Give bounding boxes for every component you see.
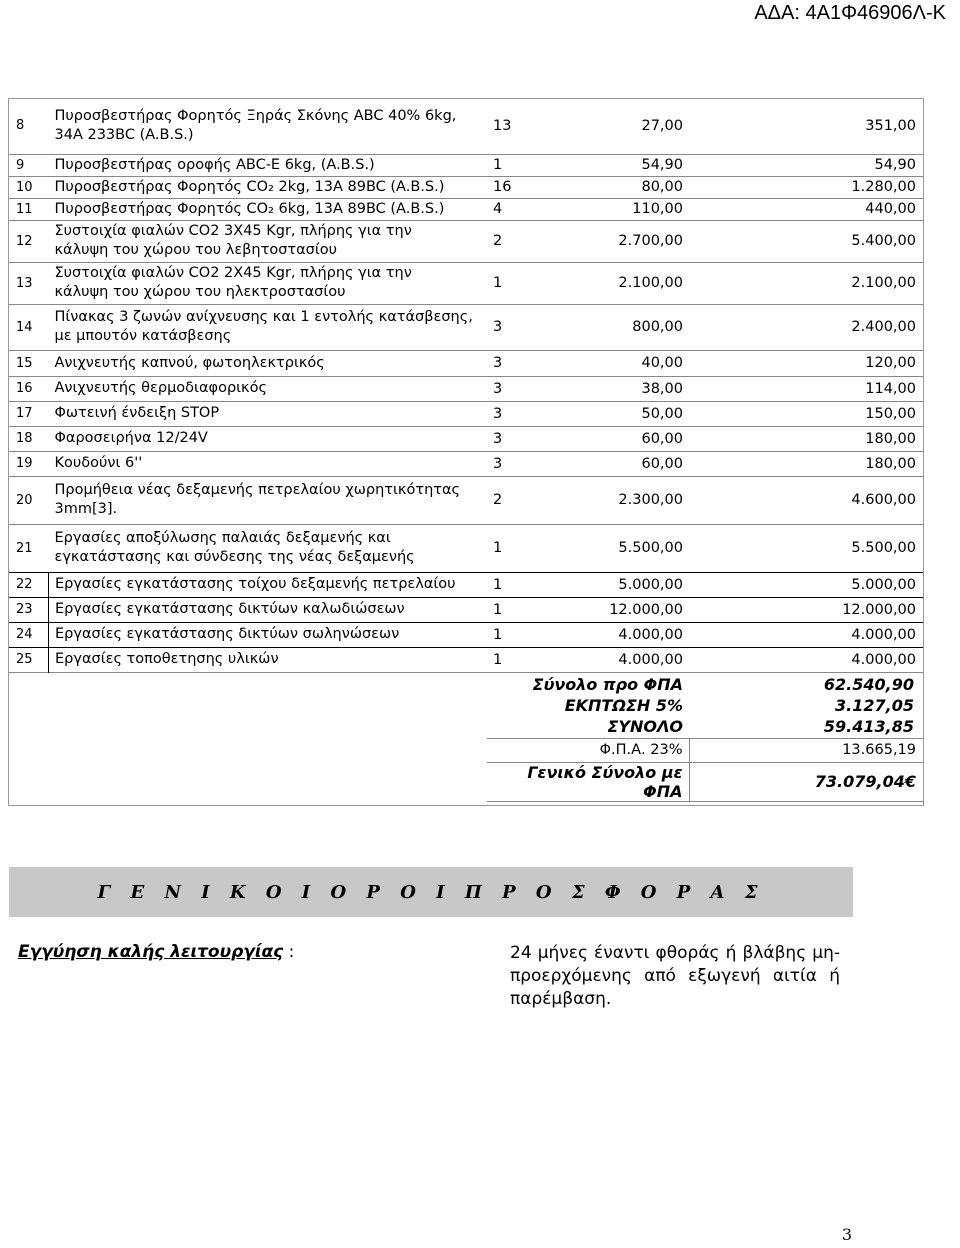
grand-total-row [8,762,924,801]
row-total: 4.000,00 [689,622,924,647]
description-line: Πυροσβεστήρας Φορητός CO₂ 2kg, 13A 89BC (A.B.S.) [54,178,445,195]
table-row [8,350,924,376]
table-row [8,622,924,647]
ada-code: ΑΔΑ: 4Α1Φ46906Λ-Κ [754,2,946,24]
table-row [8,198,924,220]
row-description [49,401,488,426]
items-table [8,98,924,802]
row-total: 180,00 [689,426,924,451]
table-row [8,476,924,524]
row-total: 114,00 [689,376,924,401]
description-line: 3mm[3]. [54,501,118,517]
row-quantity: 1 [487,524,537,572]
row-description [49,198,488,220]
description-line: εγκατάστασης και σύνδεσης της νέας δεξαμενής [54,549,415,565]
row-quantity: 3 [487,304,537,350]
row-number: 13 [8,262,49,304]
row-unit-price: 40,00 [537,350,689,376]
row-unit-price: 4.000,00 [537,647,689,672]
table-row [8,154,924,176]
row-quantity: 1 [487,262,537,304]
general-terms-heading: Γ Ε Ν Ι Κ Ο Ι Ο Ρ Ο Ι Π Ρ Ο Σ Φ Ο Ρ Α Σ [9,867,853,917]
row-quantity: 3 [487,350,537,376]
table-row [8,98,924,154]
row-unit-price: 4.000,00 [537,622,689,647]
row-quantity: 1 [487,647,537,672]
row-total: 5.000,00 [689,572,924,597]
row-description [49,622,488,647]
description-line: Φωτεινή ένδειξη STOP [54,405,220,421]
row-description [49,304,488,350]
row-number: 23 [8,597,49,622]
description-line: κάλυψη του χώρου του ηλεκτροστασίου [54,284,346,300]
description-line: Συστοιχία φιαλών CO2 3X45 Kgr, πλήρης για την [54,223,412,239]
row-number: 22 [8,572,49,597]
row-unit-price: 5.500,00 [537,524,689,572]
summary-block [8,672,924,801]
row-number: 20 [8,476,49,524]
row-number: 14 [8,304,49,350]
row-unit-price: 2.100,00 [537,262,689,304]
row-number: 15 [8,350,49,376]
table-row [8,376,924,401]
description-line: Κουδούνι 6'' [54,455,143,471]
row-unit-price: 2.700,00 [537,220,689,262]
table-row [8,524,924,572]
row-number: 21 [8,524,49,572]
description-line: Εργασίες εγκατάστασης δικτύων σωληνώσεων [55,626,400,642]
summary-labels [487,672,689,738]
vat-value: 13.665,19 [689,738,924,762]
description-line: Πυροσβεστήρας Φορητός CO₂ 6kg, 13A 89BC (A.B.S.) [54,200,445,217]
table-row [8,647,924,672]
table-row [8,262,924,304]
table-row [8,597,924,622]
row-number: 25 [8,647,49,672]
row-description [49,262,488,304]
row-total: 150,00 [689,401,924,426]
discount-label: ΕΚΠΤΩΣΗ 5% [564,695,683,715]
warranty-colon: : [283,942,295,962]
description-line: Ανιχνευτής καπνού, φωτοηλεκτρικός [54,354,325,371]
row-unit-price: 38,00 [537,376,689,401]
description-line: Πίνακας 3 ζωνών ανίχνευσης και 1 εντολής κατάσβεσης, [54,309,473,325]
row-quantity: 4 [487,198,537,220]
description-line: Συστοιχία φιαλών CO2 2X45 Kgr, πλήρης για την [54,265,412,281]
row-number: 8 [16,118,25,134]
row-total: 120,00 [689,350,924,376]
description-line: Εργασίες εγκατάστασης δικτύων καλωδιώσεων [55,601,405,617]
description-line: Προμήθεια νέας δεξαμενής πετρελαίου χωρητικότητας [54,482,461,498]
row-number: 16 [8,376,49,401]
grand-total-value: 73.079,04€ [689,762,924,801]
vat-row [8,738,924,762]
row-unit-price: 54,90 [537,154,689,176]
description-line: Πυροσβεστήρας οροφής ABC-E 6kg, (A.B.S.) [54,156,375,173]
vat-label: Φ.Π.Α. 23% [487,738,689,762]
row-total: 180,00 [689,451,924,476]
row-description [49,647,488,672]
subtotal-value: 62.540,90 [823,674,914,694]
row-description [49,350,488,376]
row-description [49,426,488,451]
row-description [49,597,488,622]
row-quantity: 3 [487,426,537,451]
description-line: με μπουτόν κατάσβεσης [54,328,232,344]
row-total: 4.000,00 [689,647,924,672]
row-unit-price: 80,00 [537,176,689,198]
row-description [49,98,488,154]
table-row [8,220,924,262]
row-unit-price: 60,00 [537,451,689,476]
description-line: κάλυψη του χώρου του λεβητοστασίου [54,242,338,258]
row-total: 440,00 [689,198,924,220]
description-line: Εργασίες εγκατάστασης τοίχου δεξαμενής πετρελαίου [55,576,456,592]
grand-total-label: Γενικό Σύνολο με ΦΠΑ [487,762,689,801]
discount-value: 3.127,05 [835,695,914,715]
row-quantity: 2 [487,220,537,262]
row-unit-price: 5.000,00 [537,572,689,597]
description-line: Εργασίες αποξύλωσης παλαιάς δεξαμενής και [54,530,391,546]
description-line: Ανιχνευτής θερμοδιαφορικός [54,380,267,396]
row-unit-price: 60,00 [537,426,689,451]
warranty-text: 24 μήνες έναντι φθοράς ή βλάβης μη-προερχόμενης από εξωγενή αιτία ή παρέμβαση. [510,943,840,1009]
row-quantity: 1 [487,572,537,597]
table-row [8,176,924,198]
row-description [49,376,488,401]
row-total: 5.500,00 [689,524,924,572]
row-quantity: 3 [487,451,537,476]
page-number: 3 [841,1225,852,1244]
row-unit-price: 12.000,00 [537,597,689,622]
description-line: Εργασίες τοποθετησης υλικών [55,651,279,667]
row-number: 12 [8,220,49,262]
table-row [8,304,924,350]
items-rows [8,98,924,672]
row-total: 12.000,00 [689,597,924,622]
row-description [49,154,488,176]
row-quantity: 1 [487,622,537,647]
row-description [49,451,488,476]
row-total: 2.400,00 [689,304,924,350]
warranty-label-block [18,942,294,962]
row-total: 1.280,00 [689,176,924,198]
row-quantity: 13 [493,117,512,134]
row-description [49,572,488,597]
row-total: 351,00 [865,117,916,134]
row-total: 2.100,00 [689,262,924,304]
row-unit-price: 800,00 [537,304,689,350]
row-unit-price: 2.300,00 [537,476,689,524]
table-row [8,401,924,426]
row-description [49,176,488,198]
table-row [8,426,924,451]
description-line: Φαροσειρήνα 12/24V [54,430,208,446]
description-line: Πυροσβεστήρας Φορητός Ξηράς Σκόνης ABC 40% 6kg, [54,107,457,124]
row-description [49,524,488,572]
row-number: 18 [8,426,49,451]
total-value: 59.413,85 [823,716,914,736]
row-quantity: 2 [487,476,537,524]
row-quantity: 1 [487,597,537,622]
row-description [49,476,488,524]
row-quantity: 16 [487,176,537,198]
row-description [49,220,488,262]
row-number: 9 [8,154,49,176]
row-unit-price: 110,00 [537,198,689,220]
row-total: 4.600,00 [689,476,924,524]
row-unit-price: 27,00 [641,117,683,134]
row-quantity: 3 [487,376,537,401]
table-row [8,451,924,476]
summary-row-totals [8,672,924,738]
row-quantity: 3 [487,401,537,426]
row-number: 24 [8,622,49,647]
row-number: 19 [8,451,49,476]
subtotal-label: Σύνολο προ ΦΠΑ [532,674,683,694]
row-total: 54,90 [689,154,924,176]
warranty-label: Εγγύηση καλής λειτουργίας [18,942,284,962]
row-total: 5.400,00 [689,220,924,262]
row-quantity: 1 [487,154,537,176]
total-label: ΣΥΝΟΛΟ [607,716,683,736]
row-number: 10 [8,176,49,198]
row-number: 17 [8,401,49,426]
table-row [8,572,924,597]
row-number: 11 [8,198,49,220]
summary-values [689,672,924,738]
description-line: 34A 233BC (A.B.S.) [54,126,194,143]
row-unit-price: 50,00 [537,401,689,426]
